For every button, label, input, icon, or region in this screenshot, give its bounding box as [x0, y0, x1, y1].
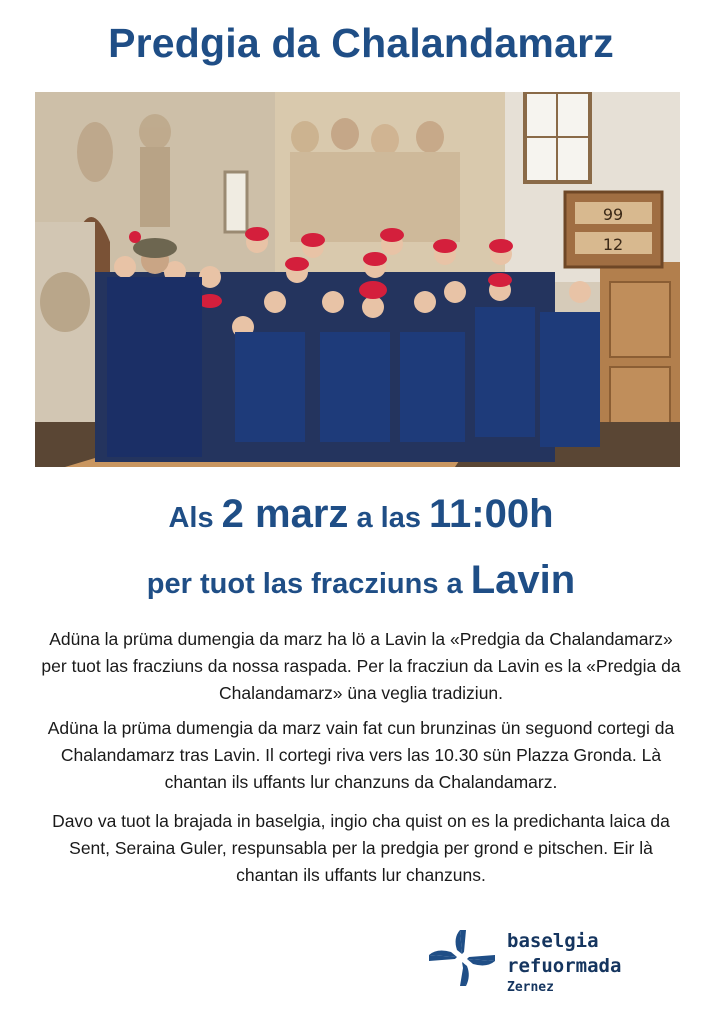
event-time: 11:00h [429, 492, 554, 536]
place-prefix: per tuot las fracziuns a [146, 568, 463, 600]
paragraph-1: Adüna la prüma dumengia da marz ha lö a Lavin la «Predgia da Chalandamarz» per tuot las fracziuns da nossa raspada. Per la fracziun da Lavin es la «Predgia da Chalandamarz» üna veglia tradiziun. [41, 629, 681, 703]
hymn-board-number-bottom: 12 [602, 235, 624, 254]
date-prefix: Als [168, 502, 214, 534]
choir-photo-illustration [35, 92, 680, 467]
event-location [0, 558, 722, 603]
logo-line-3: Zernez [507, 980, 554, 995]
church-logo-icon [427, 928, 497, 988]
paragraph-2: Adüna la prüma dumengia da marz vain fat cun brunzinas ün seguond cortegi da Chalandamarz tras Lavin. Il cortegi riva vers las 10.30 sün Plazza Gronda. Là chantan ils uffants lur chanzuns da Chalandamarz. [47, 718, 675, 792]
event-place: Lavin [470, 558, 576, 602]
event-date: 2 marz [221, 492, 349, 536]
time-prefix: a las [356, 502, 421, 534]
choir-photo [35, 92, 680, 467]
logo-line-1: baselgia [507, 930, 599, 952]
logo-line-2: refuormada [507, 955, 622, 977]
event-date-time [0, 492, 722, 537]
church-logo-text [507, 929, 621, 997]
hymn-board-number-top: 99 [602, 205, 624, 224]
paragraph-3: Davo va tuot la brajada in baselgia, ingio cha quist on es la predichanta laica da Sent, Seraina Guler, respunsabla per la predgia per grond e pitschen. Eir là chantan ils uffants lur chanzuns. [52, 811, 670, 885]
page-title: Predgia da Chalandamarz [108, 20, 614, 66]
